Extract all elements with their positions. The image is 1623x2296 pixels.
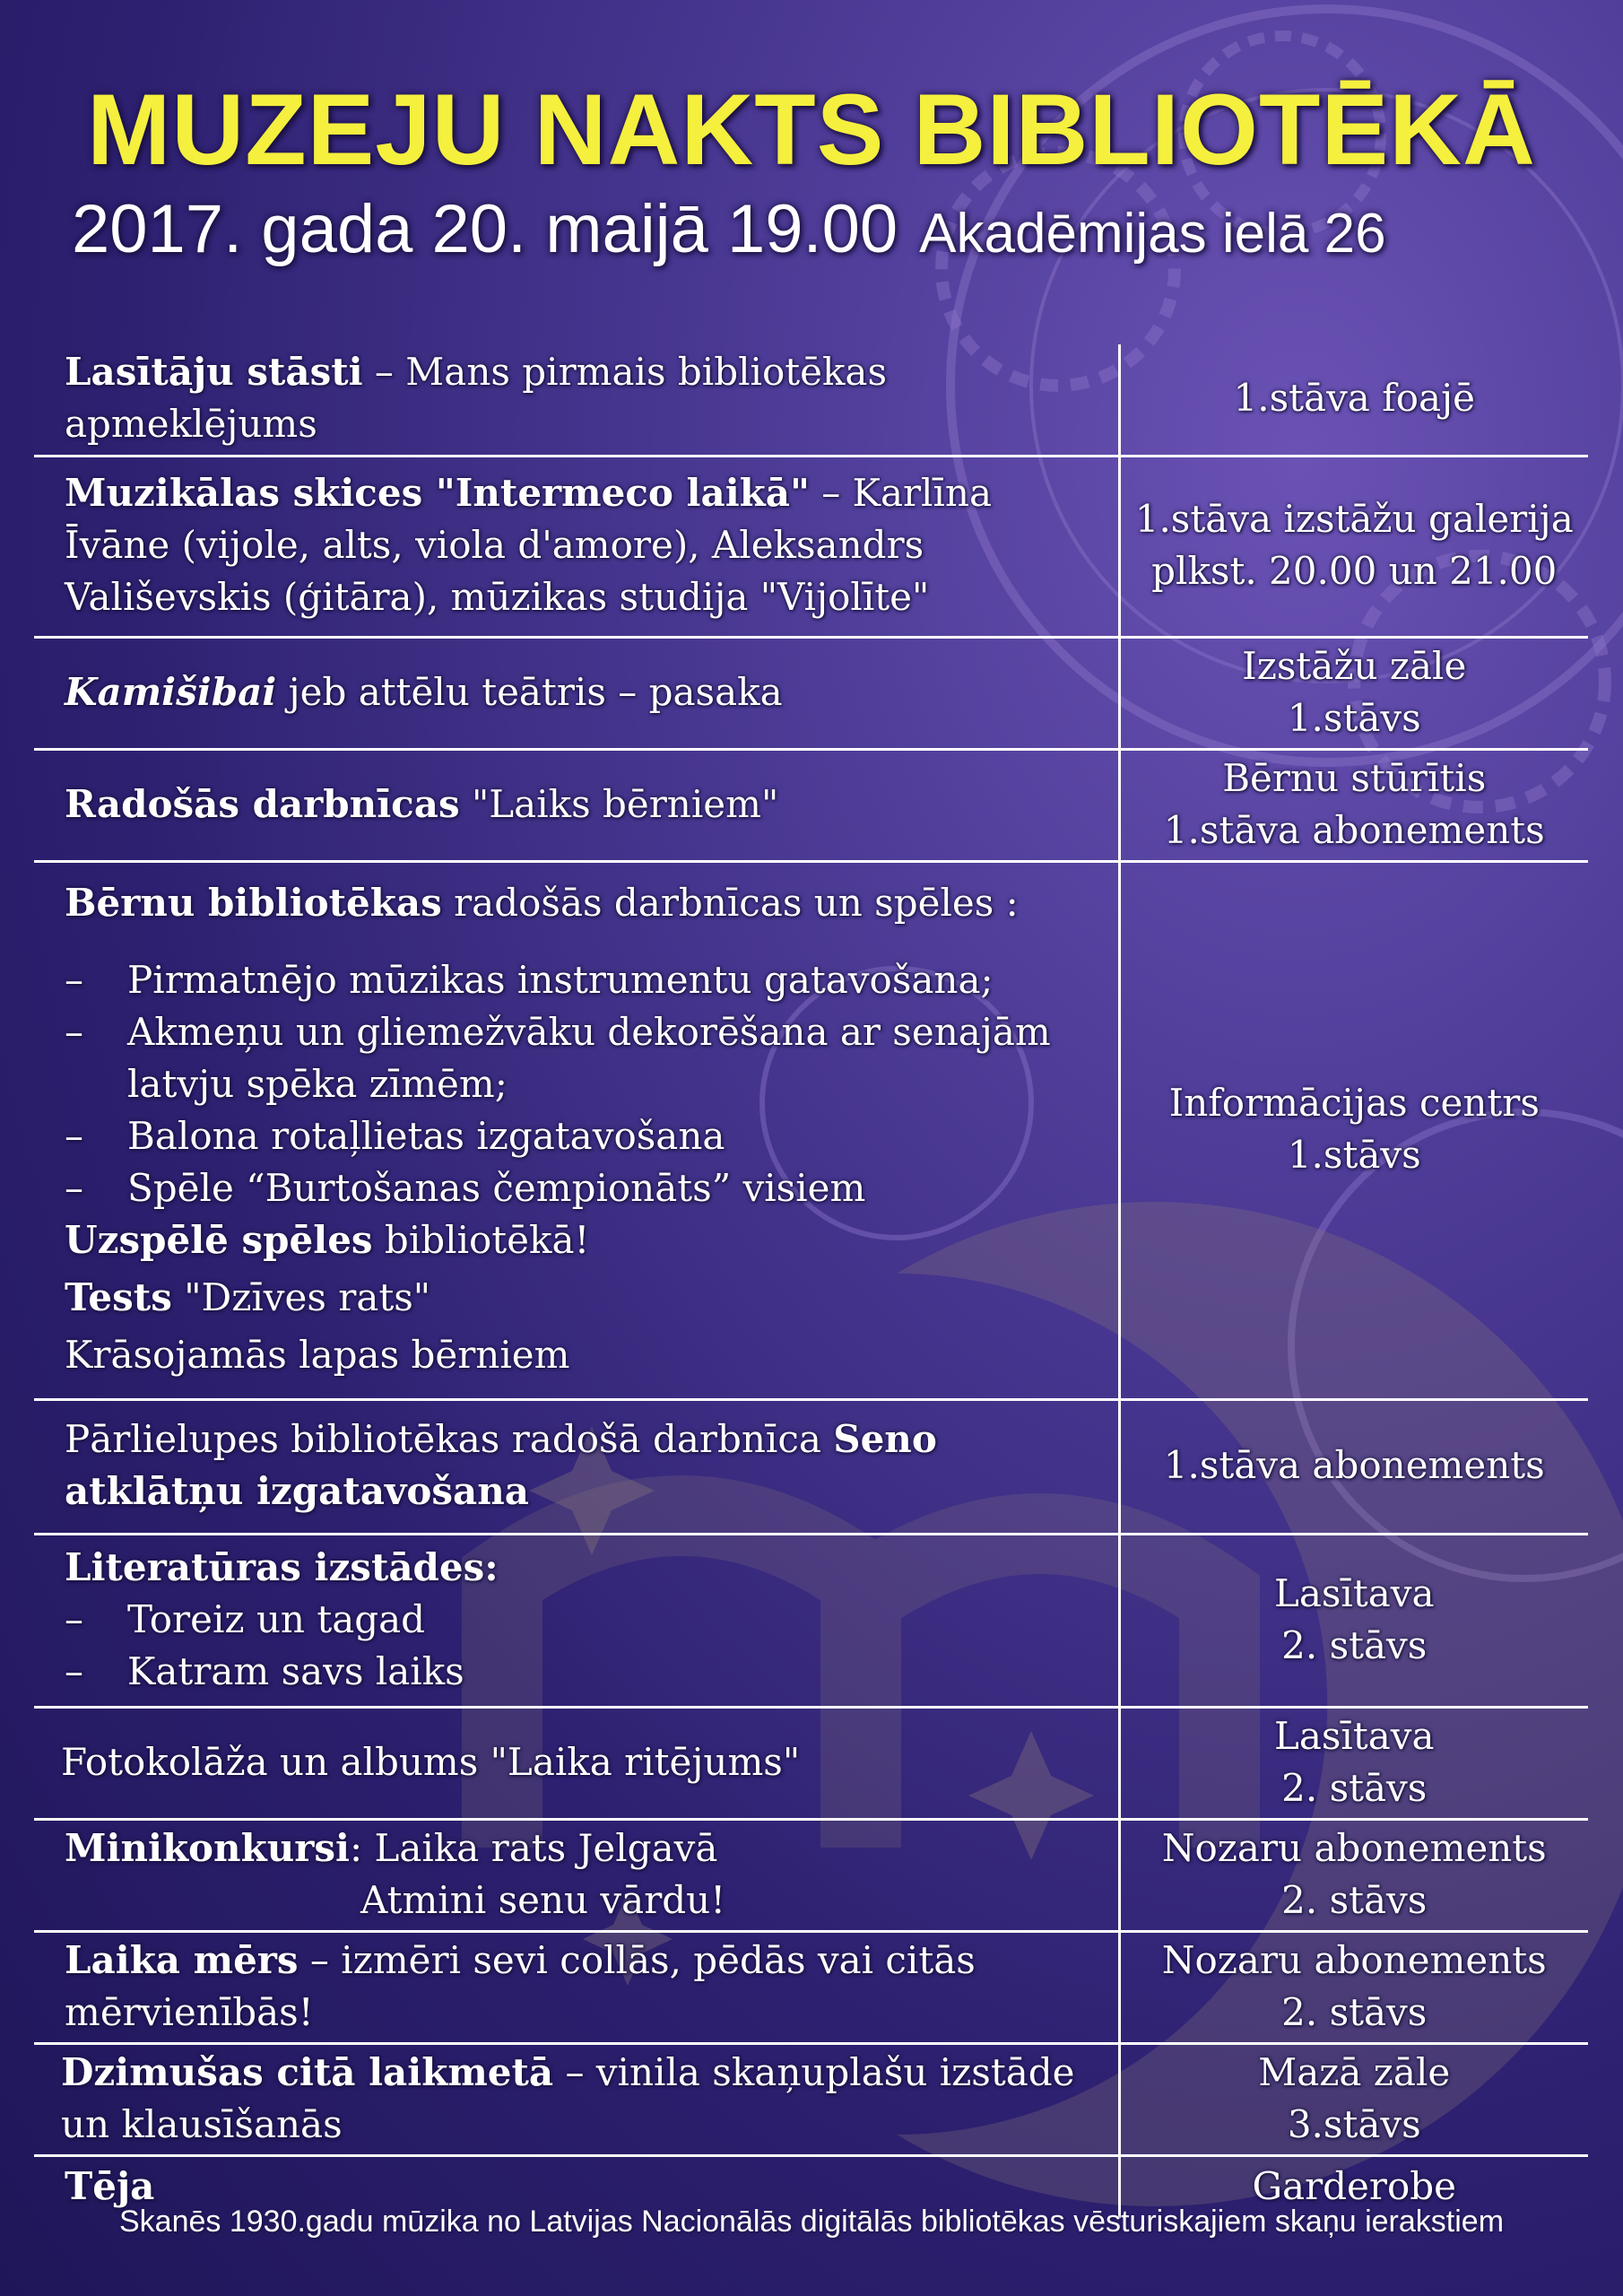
activity-cell: Lasītāju stāsti – Mans pirmais bibliotēkas apmeklējums [34, 344, 1119, 456]
list-item: – Katram savs laiks [65, 1648, 464, 1693]
activity-cell: Fotokolāža un albums "Laika ritējums" [34, 1707, 1119, 1819]
location-cell: 1.stāva foajē [1119, 344, 1588, 456]
schedule-table [34, 344, 1588, 2218]
activity-cell: Bērnu bibliotēkas radošās darbnīcas un spēles : – Pirmatnējo mūzikas instrumentu gatavošana; – Akmeņu un gliemežvāku dekorēšana ar senajām latvju spēka zīmēm; – Balona rotaļlietas izgatavošana – Spēle “Burtošanas čempionāts” visiem Uzspēlē spēles bibliotēkā! Tests "Dzīves rats" Krāsojamās lapas bērniem [34, 861, 1119, 1399]
location-cell: Lasītava 2. stāvs [1119, 1534, 1588, 1707]
activity-cell: Laika mērs – izmēri sevi collās, pēdās vai citās mērvienībās! [34, 1931, 1119, 2043]
activity-cell: Minikonkursi: Laika rats Jelgavā Atmini senu vārdu! [34, 1819, 1119, 1931]
activity-cell: Pārlielupes bibliotēkas radošā darbnīca Seno atklātņu izgatavošana [34, 1399, 1119, 1534]
table-row [34, 1819, 1588, 1931]
table-row [34, 1707, 1588, 1819]
table-row [34, 749, 1588, 861]
location-cell: Mazā zāle 3.stāvs [1119, 2043, 1588, 2155]
list-item: – Akmeņu un gliemežvāku dekorēšana ar senajām latvju spēka zīmēm; [65, 1010, 1051, 1106]
location-cell: Izstāžu zāle 1.stāvs [1119, 637, 1588, 749]
location-cell: Informācijas centrs 1.stāvs [1119, 861, 1588, 1399]
location-cell: 1.stāva abonements [1119, 1399, 1588, 1534]
location-cell: Nozaru abonements 2. stāvs [1119, 1819, 1588, 1931]
table-row [34, 1931, 1588, 2043]
event-date-address [72, 190, 1578, 268]
list-item: – Pirmatnējo mūzikas instrumentu gatavošana; [65, 958, 994, 1002]
activity-cell: Literatūras izstādes: – Toreiz un tagad – Katram savs laiks [34, 1534, 1119, 1707]
activity-cell: Dzimušas citā laikmetā – vinila skaņuplašu izstāde un klausīšanās [34, 2043, 1119, 2155]
event-address: Akadēmijas ielā 26 [919, 203, 1386, 265]
list-item: – Spēle “Burtošanas čempionāts” visiem [65, 1166, 866, 1210]
event-date: 2017. gada 20. maijā 19.00 [72, 191, 898, 267]
table-row [34, 861, 1588, 1399]
location-cell: 1.stāva izstāžu galerija plkst. 20.00 un 21.00 [1119, 456, 1588, 637]
activity-cell: Kamišibai jeb attēlu teātris – pasaka [34, 637, 1119, 749]
location-cell: Lasītava 2. stāvs [1119, 1707, 1588, 1819]
activity-cell: Radošās darbnīcas "Laiks bērniem" [34, 749, 1119, 861]
table-row [34, 2043, 1588, 2155]
activity-cell: Tēja [65, 2163, 155, 2208]
table-row [34, 1534, 1588, 1707]
location-cell: Garderobe [1119, 2155, 1588, 2218]
footer-note: Skanēs 1930.gadu mūzika no Latvijas Nacionālās digitālās bibliotēkas vēsturiskajiem skaņu ierakstiem [118, 2205, 1505, 2239]
list-item: – Toreiz un tagad [65, 1596, 426, 1641]
activity-cell: Muzikālas skices "Intermeco laikā" – Karlīna Īvāne (vijole, alts, viola d'amore), Aleksandrs Vališevskis (ģitāra), mūzikas studija "Vijolīte" [34, 456, 1119, 637]
list-item: – Balona rotaļlietas izgatavošana [65, 1114, 725, 1158]
location-cell: Nozaru abonements 2. stāvs [1119, 1931, 1588, 2043]
location-cell: Bērnu stūrītis 1.stāva abonements [1119, 749, 1588, 861]
table-row [34, 456, 1588, 637]
page-title: MUZEJU NAKTS BIBLIOTĒKĀ [87, 74, 1536, 186]
table-row [34, 344, 1588, 456]
table-row [34, 1399, 1588, 1534]
table-row [34, 637, 1588, 749]
